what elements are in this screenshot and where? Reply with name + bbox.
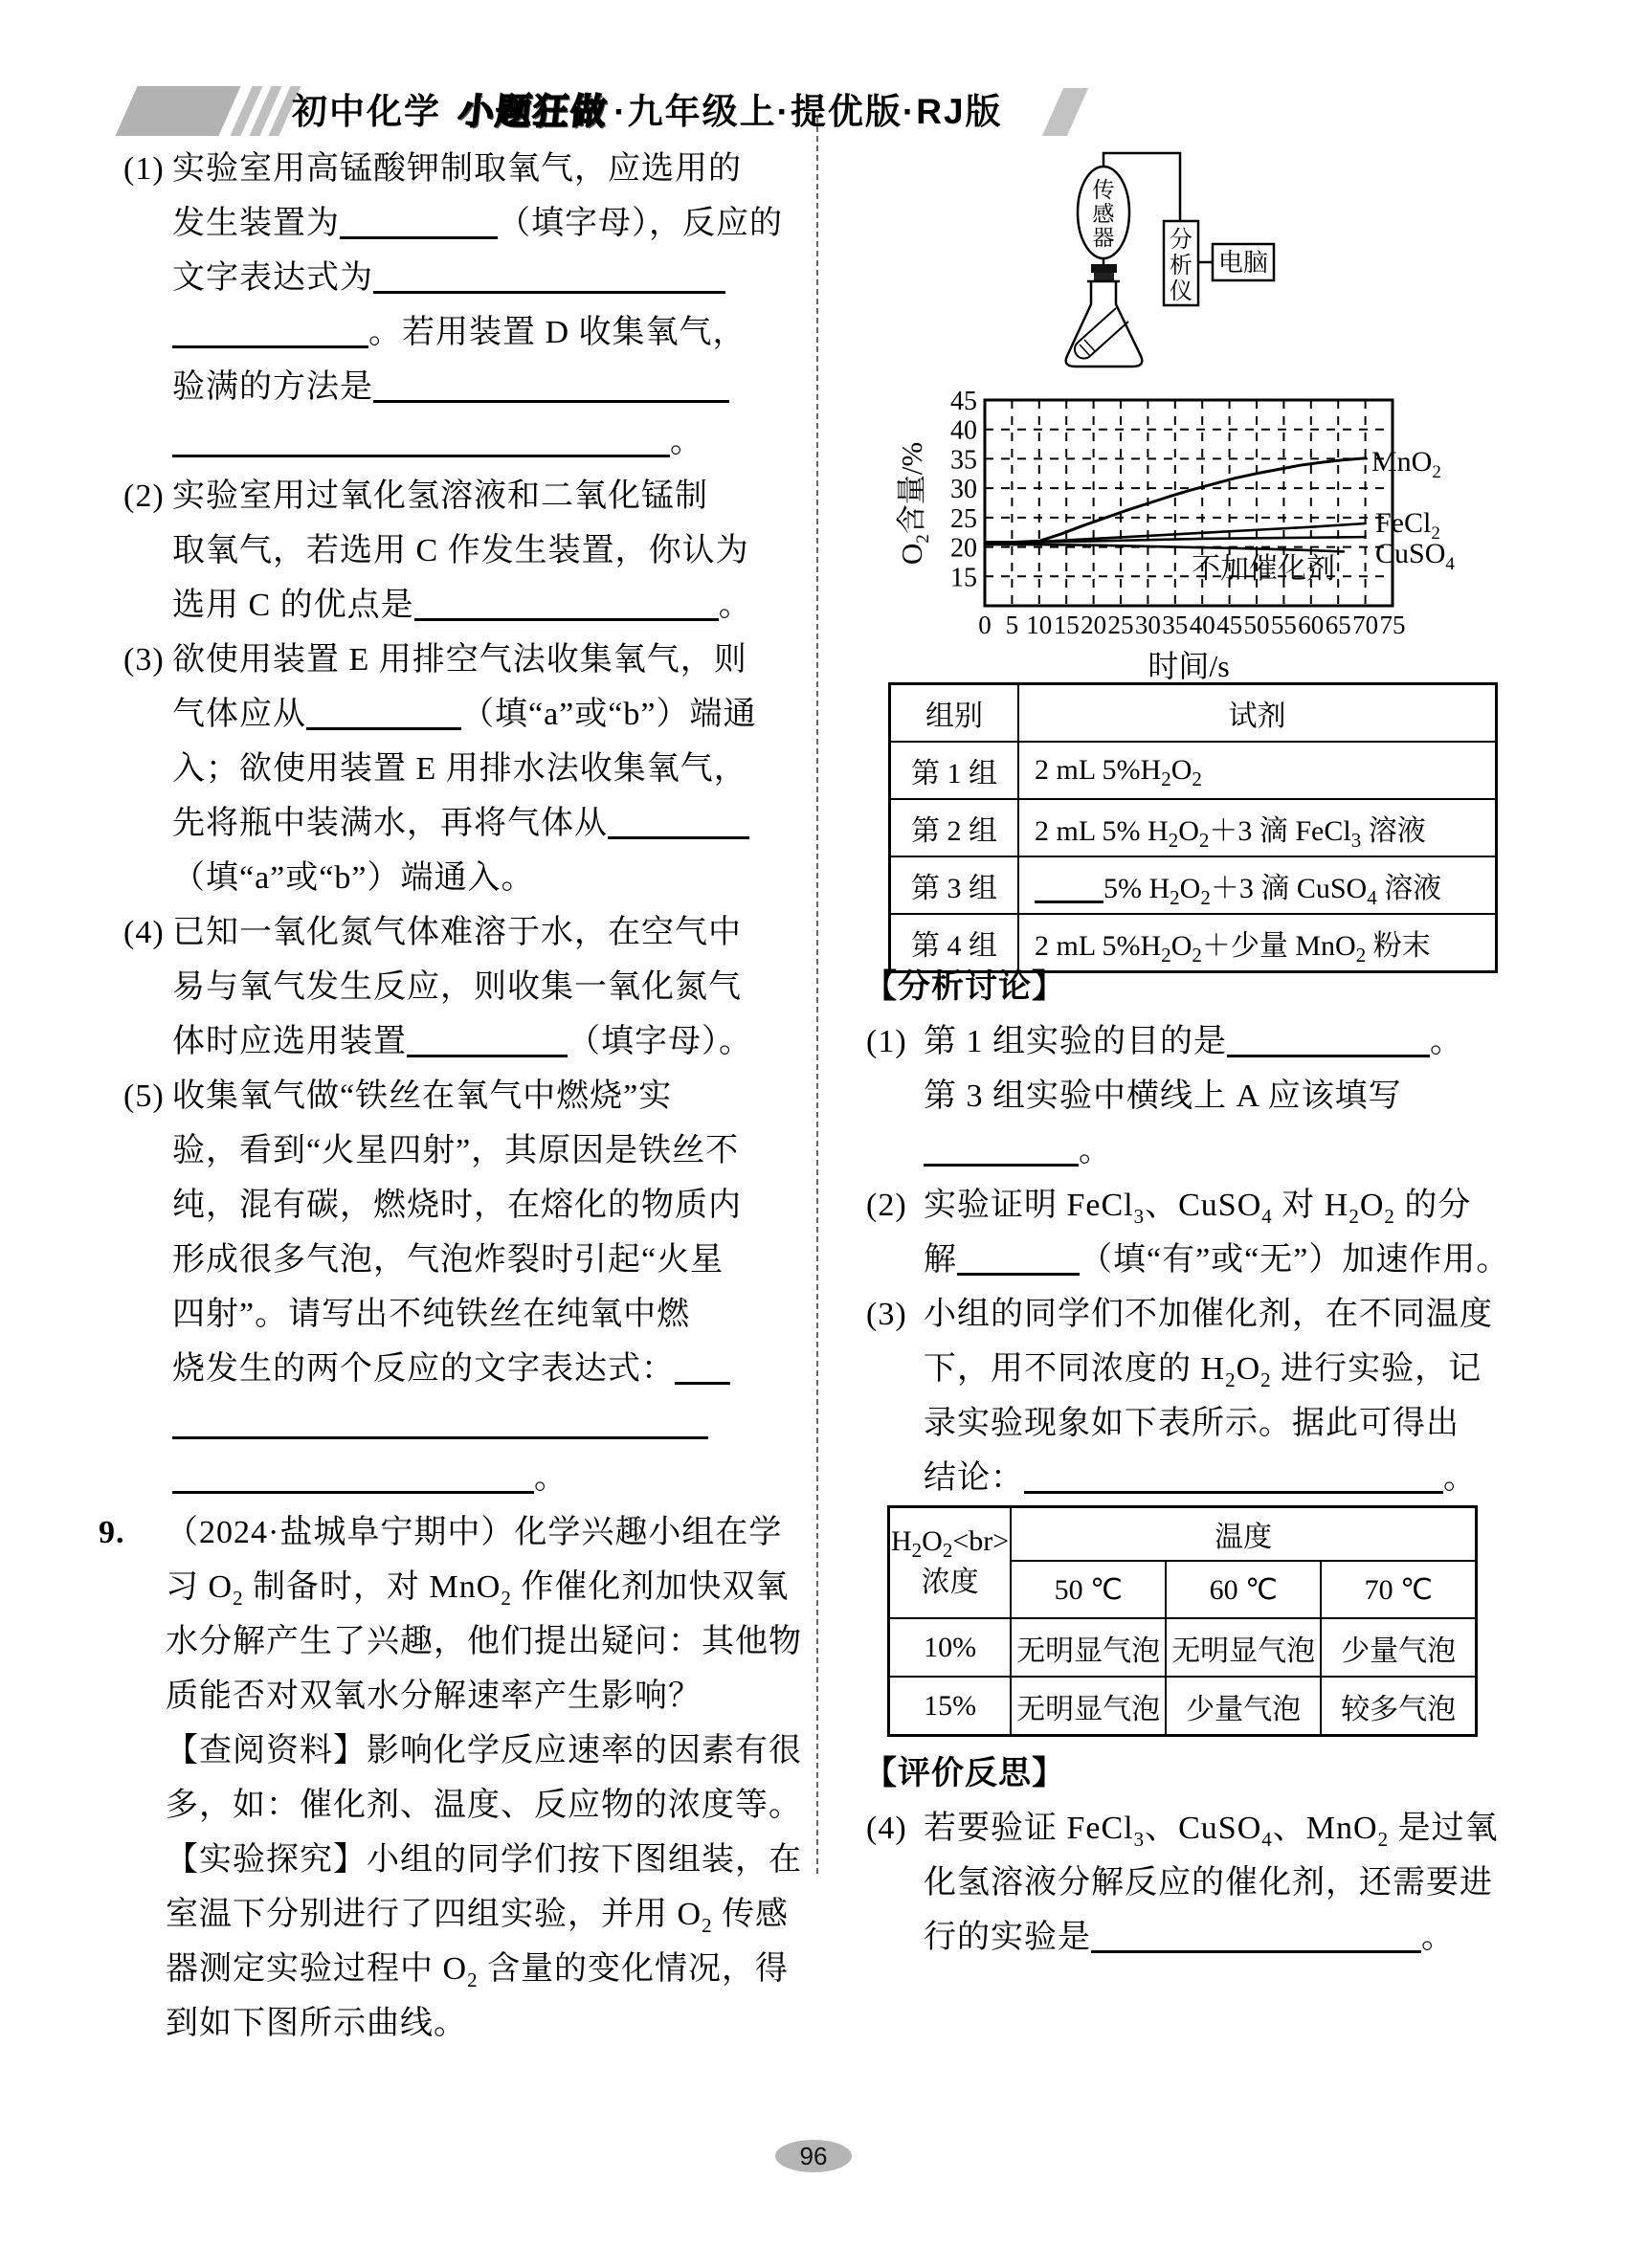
text-line: 第 1 组实验的目的是 。 <box>924 1024 1463 1059</box>
question-item <box>864 1014 1525 1178</box>
x-tick-label: 50 <box>1243 611 1270 639</box>
table-header-cell: $H_2O_2<br>$浓度 <box>889 1507 1012 1619</box>
analyzer-label <box>1170 227 1192 304</box>
liquid-mark <box>1084 340 1095 351</box>
item-number: (4) <box>866 1811 907 1846</box>
question-item <box>99 142 797 469</box>
text-line: 结论： 。 <box>924 1460 1477 1496</box>
text-line: 形成很多气泡，气泡炸裂时引起“火星 <box>172 1242 724 1278</box>
text-line: 解 （填“有”或“无”）加速作用。 <box>924 1242 1510 1278</box>
item-number: (2) <box>123 478 165 514</box>
text-line: 易与氧气发生反应，则收集一氧化氮气 <box>172 969 742 1005</box>
answer-blank <box>414 589 719 621</box>
y-tick-label: 40 <box>950 415 977 446</box>
question-item <box>864 1801 1525 1965</box>
text-line: 【实验探究】小组的同学们按下图组装，在 <box>166 1842 802 1878</box>
text-line: 欲使用装置 E 用排空气法收集氧气，则 <box>172 642 747 678</box>
page-number: 96 <box>799 2142 828 2170</box>
x-tick-label: 5 <box>1005 611 1019 639</box>
answer-blank <box>340 208 498 239</box>
text-line: 。 <box>924 1123 1525 1178</box>
results-table-grid <box>887 1505 1478 1737</box>
text-line: （2024·盐城阜宁期中）化学兴趣小组在学 <box>166 1515 783 1550</box>
text-line: 下，用不同浓度的 $H_2O_2$ 进行实验，记 <box>924 1351 1482 1391</box>
text-line: 。若用装置 D 收集氧气， <box>172 305 797 360</box>
table-cell: 5% $H_2O_2+3$ 滴 CuSO$_4$ 溶液 <box>1018 856 1497 914</box>
x-tick-label: 40 <box>1189 611 1215 639</box>
answer-blank <box>172 317 368 348</box>
text-line: 收集氧气做“铁丝在氧气中燃烧”实 <box>172 1078 673 1114</box>
question-item <box>99 1505 802 2051</box>
text-line: 实验证明 FeCl$_3$、CuSO$_4$ 对 $H_2O_2$ 的分 <box>924 1188 1472 1228</box>
question-item <box>99 905 797 1069</box>
answer-blank <box>1024 1462 1443 1494</box>
answer-blank <box>306 699 461 730</box>
evaluation-section <box>864 1746 1525 1965</box>
y-tick-label: 30 <box>950 475 977 505</box>
series-label-3: CuSO$_4$ <box>1375 538 1455 574</box>
text-line: 先将瓶中装满水，再将气体从 <box>172 796 797 851</box>
x-tick-label: 30 <box>1134 611 1161 639</box>
logo-text: 小题狂做 <box>457 92 611 131</box>
item-number: (1) <box>123 151 165 187</box>
x-tick-label: 35 <box>1162 611 1189 639</box>
text-line: 四射”。请写出不纯铁丝在纯氧中燃 <box>172 1297 691 1332</box>
header-endcap <box>1042 88 1088 136</box>
text-line: 验满的方法是 <box>172 360 797 414</box>
text-line: 行的实验是 。 <box>924 1920 1455 1955</box>
table-cell: 无明显气泡 <box>1011 1677 1166 1736</box>
text-line: 习 $O_2$ 制备时，对 MnO$_2$ 作催化剂加快双氧 <box>166 1569 790 1610</box>
oxygen-content-chart <box>861 378 1531 694</box>
text-line: 体时应选用装置 （填字母）。 <box>172 1024 752 1059</box>
text-line <box>172 1396 797 1451</box>
table-cell: 无明显气泡 <box>1166 1618 1321 1677</box>
x-tick-label: 75 <box>1379 611 1406 639</box>
item-number: (2) <box>866 1188 907 1223</box>
section-header: 【评价反思】 <box>864 1756 1065 1791</box>
answer-blank <box>675 1353 730 1385</box>
text-line: 小组的同学们不加催化剂，在不同温度 <box>924 1297 1493 1332</box>
text-line: 气体应从 （填“a”或“b”）端通 <box>172 697 757 732</box>
table-header-cell: 温度 <box>1011 1507 1477 1562</box>
label-char: 仪 <box>1170 279 1192 304</box>
text-line: 到如下图所示曲线。 <box>166 2006 467 2041</box>
text-line: 录实验现象如下表所示。据此可得出 <box>924 1406 1460 1441</box>
answer-blank <box>1035 872 1103 903</box>
sensor-label <box>1093 178 1115 250</box>
item-number: (3) <box>866 1297 907 1332</box>
answer-blank <box>1227 1026 1430 1057</box>
answer-blank <box>407 1026 568 1057</box>
answer-blank <box>172 1462 534 1494</box>
answer-blank <box>1091 1922 1421 1953</box>
table-cell: 无明显气泡 <box>1011 1618 1166 1677</box>
answer-blank <box>608 808 749 839</box>
table-header-cell: 50 ℃ <box>1011 1561 1166 1618</box>
table-cell: 较多气泡 <box>1321 1677 1477 1736</box>
item-body <box>166 1505 802 2051</box>
table-cell: 少量气泡 <box>1321 1618 1477 1677</box>
computer-label: 电脑 <box>1217 249 1269 277</box>
stopper-icon <box>1091 264 1117 273</box>
column-divider <box>816 117 818 1874</box>
y-tick-label: 25 <box>950 503 977 534</box>
text-line: 器测定实验过程中 $O_2$ 含量的变化情况，得 <box>166 1951 790 1991</box>
text-line: 若要验证 FeCl$_3$、CuSO$_4$、MnO$_2$ 是过氧 <box>924 1811 1499 1851</box>
text-line: 已知一氧化氮气体难溶于水，在空气中 <box>172 915 742 950</box>
text-line: 【查阅资料】影响化学反应速率的因素有很 <box>166 1733 802 1768</box>
text-line: 化氢溶液分解反应的催化剂，还需要进 <box>924 1865 1493 1901</box>
answer-blank <box>373 262 725 294</box>
x-tick-label: 60 <box>1298 611 1325 639</box>
item-body <box>172 633 797 905</box>
text-line: 质能否对双氧水分解速率产生影响？ <box>166 1679 702 1714</box>
text-line: 验，看到“火星四射”，其原因是铁丝不 <box>172 1133 740 1168</box>
answer-blank <box>172 1408 708 1439</box>
table-cell: 10% <box>889 1618 1012 1677</box>
item-number: (5) <box>123 1078 165 1114</box>
table-cell: 2 mL $5\%H_2O_2+$少量 MnO$_2$ 粉末 <box>1018 914 1497 972</box>
text-line: 发生装置为 （填字母），反应的 <box>172 206 783 241</box>
x-tick-label: 65 <box>1325 611 1351 639</box>
table-cell: 少量气泡 <box>1166 1677 1321 1736</box>
item-body <box>172 1069 797 1505</box>
series-label-4: 不加催化剂 <box>1192 553 1335 585</box>
results-table <box>887 1505 1478 1737</box>
text-line: 纯，混有碳，燃烧时，在熔化的物质内 <box>172 1188 742 1223</box>
reagent-table-grid <box>888 682 1498 973</box>
x-axis-title: 时间/s <box>1148 649 1230 683</box>
text-line: 实验室用高锰酸钾制取氧气，应选用的 <box>172 151 742 187</box>
answer-blank <box>172 426 670 457</box>
edition-text: ·九年级上·提优版·RJ版 <box>613 92 1003 131</box>
page-number-badge <box>775 2140 852 2172</box>
table-cell: 第 1 组 <box>890 742 1019 799</box>
y-tick-label: 15 <box>950 563 977 593</box>
table-header-cell: 试剂 <box>1018 684 1497 743</box>
text-line: 文字表达式为 <box>172 251 797 305</box>
text-line: 实验室用过氧化氢溶液和二氧化锰制 <box>172 478 708 514</box>
reagent-table <box>888 682 1498 973</box>
x-tick-label: 55 <box>1270 611 1297 639</box>
header-title <box>292 88 1003 136</box>
series-label-2: FeCl$_2$ <box>1375 507 1440 544</box>
text-line: 烧发生的两个反应的文字表达式： <box>172 1342 797 1396</box>
question-item <box>864 1287 1525 1505</box>
x-tick-label: 15 <box>1053 611 1080 639</box>
label-char: 分 <box>1170 228 1192 253</box>
section-header: 【分析讨论】 <box>864 969 1065 1005</box>
x-tick-label: 10 <box>1026 611 1053 639</box>
table-header-cell: 70 ℃ <box>1321 1561 1477 1618</box>
table-header-cell: 组别 <box>890 684 1019 743</box>
item-number: 9. <box>99 1515 125 1550</box>
question-item <box>99 1069 797 1505</box>
text-line: 第 3 组实验中横线上 A 应该填写 <box>924 1078 1402 1114</box>
text-line: 。 <box>172 414 797 469</box>
apparatus-diagram <box>1034 134 1330 392</box>
label-char: 器 <box>1092 226 1115 250</box>
item-body <box>924 1178 1525 1287</box>
table-cell: 2 mL 5% $H_2O_2+3$ 滴 FeCl$_3$ 溶液 <box>1018 799 1497 856</box>
item-number: (1) <box>866 1024 907 1059</box>
item-body <box>172 469 797 633</box>
x-tick-label: 45 <box>1216 611 1243 639</box>
table-cell: 15% <box>889 1677 1012 1736</box>
x-tick-label: 25 <box>1107 611 1134 639</box>
stopper-icon <box>1094 273 1114 281</box>
x-tick-label: 0 <box>978 611 992 639</box>
liquid-mark <box>1080 345 1090 356</box>
question-item <box>99 469 797 633</box>
item-body <box>924 1287 1525 1505</box>
text-line: 室温下分别进行了四组实验，并用 $O_2$ 传感 <box>166 1897 790 1937</box>
item-body <box>172 905 797 1069</box>
series-label-1: MnO$_2$ <box>1371 446 1441 482</box>
text-line: 入；欲使用装置 E 用排水法收集氧气， <box>172 751 747 787</box>
text-line: 。 <box>172 1451 797 1505</box>
question-item <box>99 633 797 905</box>
y-tick-label: 20 <box>950 533 977 564</box>
item-body <box>924 1801 1525 1965</box>
label-char: 传 <box>1092 178 1115 202</box>
answer-blank <box>373 371 729 403</box>
label-char: 析 <box>1170 254 1192 278</box>
text-line: 多，如：催化剂、温度、反应物的浓度等。 <box>166 1788 802 1823</box>
item-number: (3) <box>123 642 165 678</box>
question-item <box>864 1178 1525 1287</box>
x-tick-label: 70 <box>1352 611 1379 639</box>
header-decoration-block <box>115 86 240 136</box>
left-column <box>99 142 802 2051</box>
series-name: 初中化学 <box>292 92 441 131</box>
y-tick-label: 35 <box>950 445 977 476</box>
table-cell: 第 3 组 <box>890 856 1019 914</box>
text-line: 水分解产生了兴趣，他们提出疑问：其他物 <box>166 1624 802 1659</box>
x-tick-label: 20 <box>1081 611 1107 639</box>
item-body <box>924 1014 1525 1178</box>
flask <box>1066 281 1143 367</box>
table-header-cell: 60 ℃ <box>1166 1561 1321 1618</box>
answer-blank <box>957 1244 1080 1276</box>
item-body <box>172 142 797 469</box>
table-cell: 第 2 组 <box>890 799 1019 856</box>
table-cell: 2 mL $5\%H_2O_2$ <box>1018 742 1497 799</box>
y-tick-label: 45 <box>950 387 977 416</box>
label-char: 感 <box>1092 202 1115 226</box>
table-cell: 第 4 组 <box>890 914 1019 972</box>
text-line: （填“a”或“b”）端通入。 <box>172 860 535 896</box>
item-number: (4) <box>123 915 165 950</box>
analysis-section <box>864 960 1525 1505</box>
text-line: 取氧气，若选用 C 作发生装置，你认为 <box>172 533 749 568</box>
answer-blank <box>924 1135 1079 1167</box>
text-line: 选用 C 的优点是 。 <box>172 588 752 623</box>
y-axis-title: $O_2$含量/% <box>895 441 933 566</box>
